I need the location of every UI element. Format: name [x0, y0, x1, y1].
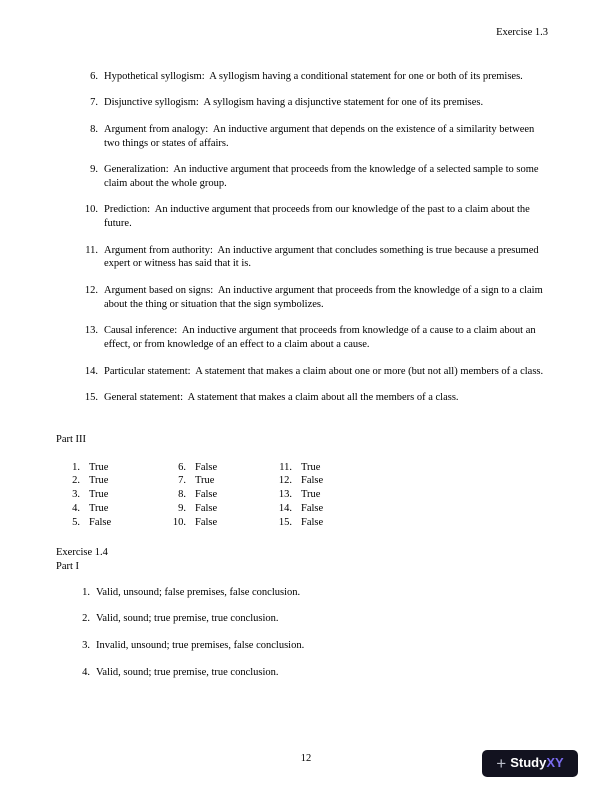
studyxy-logo	[482, 750, 578, 777]
answer-value: True	[89, 475, 109, 487]
answer-value: False	[301, 503, 324, 515]
list-item	[72, 639, 548, 653]
answer-value: True	[89, 503, 109, 515]
list-item	[72, 163, 548, 190]
list-item	[72, 586, 548, 600]
answer-row	[268, 488, 374, 502]
answer-value: False	[89, 517, 112, 529]
answer-value: True	[195, 475, 215, 487]
answer-value: True	[301, 489, 321, 501]
list-item	[72, 244, 548, 271]
answer-number: 11.	[279, 461, 292, 473]
list-item	[72, 612, 548, 626]
item-number: 8.	[90, 123, 98, 135]
answer-value: True	[89, 461, 109, 473]
answer-value: False	[195, 489, 218, 501]
answer-row	[162, 488, 268, 502]
list-item	[72, 391, 548, 405]
answer-number: 12.	[278, 475, 292, 487]
answer-number: 6.	[178, 461, 186, 473]
answer-value: False	[301, 475, 324, 487]
answer-number: 9.	[178, 503, 186, 515]
exercise14-title: Exercise 1.4	[56, 547, 108, 559]
answer-row	[162, 461, 268, 475]
answer-row	[56, 488, 162, 502]
item-number: 15.	[84, 392, 98, 404]
item-text: Valid, sound; true premise, true conclusion.	[96, 666, 279, 678]
answer-number: 15.	[278, 517, 292, 529]
answer-row	[268, 461, 374, 475]
item-number: 2.	[82, 613, 90, 625]
plus-icon: +	[496, 754, 507, 773]
running-head: Exercise 1.3	[496, 27, 548, 38]
item-number: 12.	[84, 285, 98, 297]
answer-value: False	[195, 503, 218, 515]
item-number: 6.	[90, 70, 98, 82]
answer-row	[162, 516, 268, 530]
item-text: Valid, sound; true premise, true conclusion.	[96, 613, 279, 625]
item-number: 10.	[84, 204, 98, 216]
item-number: 7.	[90, 97, 98, 109]
item-text: Argument from authority: An inductive argument that concludes something is true because a presumed expert or witness has said that it is.	[104, 244, 542, 270]
answer-row	[268, 502, 374, 516]
answer-number: 13.	[278, 489, 292, 501]
list-item	[72, 666, 548, 680]
answer-row	[56, 516, 162, 530]
answer-value: True	[89, 489, 109, 501]
item-text: Disjunctive syllogism: A syllogism having a disjunctive statement for one of its premises.	[104, 97, 484, 109]
answer-number: 14.	[278, 503, 292, 515]
answer-value: False	[301, 517, 324, 529]
answer-value: False	[195, 461, 218, 473]
item-number: 4.	[82, 666, 90, 678]
answer-row	[268, 516, 374, 530]
answers-column-3	[268, 461, 374, 531]
answer-row	[162, 474, 268, 488]
part3-title: Part III	[56, 433, 87, 445]
part3-answers-grid	[56, 461, 548, 531]
item-text: Argument based on signs: An inductive argument that proceeds from the knowledge of a sign to a claim about the thing or situation that the sign symbolizes.	[104, 285, 546, 310]
answers-column-2	[162, 461, 268, 531]
item-text: Argument from analogy: An inductive argument that depends on the existence of a similarity between two things or states of affairs.	[104, 123, 537, 149]
item-text: Hypothetical syllogism: A syllogism having a conditional statement for one or both of its premises.	[104, 70, 523, 82]
list-item	[72, 70, 548, 84]
item-text: General statement: A statement that makes a claim about all the members of a class.	[104, 392, 459, 404]
answer-row	[268, 474, 374, 488]
page-number: 12	[300, 753, 312, 765]
item-number: 3.	[82, 639, 90, 651]
answer-value: False	[195, 517, 218, 529]
brand-text-xy: XY	[546, 755, 564, 771]
item-text: Particular statement: A statement that makes a claim about one or more (but not all) members of a class.	[104, 365, 544, 377]
answer-number: 7.	[178, 475, 186, 487]
item-number: 13.	[84, 325, 98, 337]
list-item	[72, 123, 548, 150]
answer-number: 5.	[72, 517, 80, 529]
item-number: 11.	[85, 244, 98, 256]
answer-value: True	[301, 461, 321, 473]
answer-row	[162, 502, 268, 516]
item-number: 9.	[90, 164, 98, 176]
list-item	[72, 203, 548, 230]
answer-row	[56, 474, 162, 488]
brand-text-study: Study	[510, 755, 547, 771]
answer-number: 8.	[178, 489, 186, 501]
exercise14-part: Part I	[56, 560, 80, 572]
definitions-list	[72, 70, 548, 405]
answer-number: 4.	[72, 503, 80, 515]
list-item	[72, 324, 548, 351]
list-item	[72, 284, 548, 311]
item-text: Prediction: An inductive argument that proceeds from our knowledge of the past to a claim about the future.	[104, 204, 533, 230]
list-item	[72, 365, 548, 379]
answer-number: 10.	[172, 517, 186, 529]
answer-number: 1.	[72, 461, 80, 473]
exercise14-list	[72, 586, 548, 680]
answer-row	[56, 502, 162, 516]
exercise14-heading	[56, 546, 548, 573]
item-text: Valid, unsound; false premises, false conclusion.	[96, 586, 301, 598]
answer-row	[56, 461, 162, 475]
answer-number: 3.	[72, 489, 80, 501]
item-text: Invalid, unsound; true premises, false conclusion.	[96, 639, 305, 651]
item-number: 14.	[84, 365, 98, 377]
item-number: 1.	[82, 586, 90, 598]
answer-number: 2.	[72, 475, 80, 487]
list-item	[72, 96, 548, 110]
item-text: Generalization: An inductive argument that proceeds from the knowledge of a selected sample to some claim about the whole group.	[104, 164, 542, 189]
item-text: Causal inference: An inductive argument that proceeds from knowledge of a cause to a claim about an effect, or from knowledge of an effect to a claim about a cause.	[104, 325, 539, 350]
answers-column-1	[56, 461, 162, 531]
